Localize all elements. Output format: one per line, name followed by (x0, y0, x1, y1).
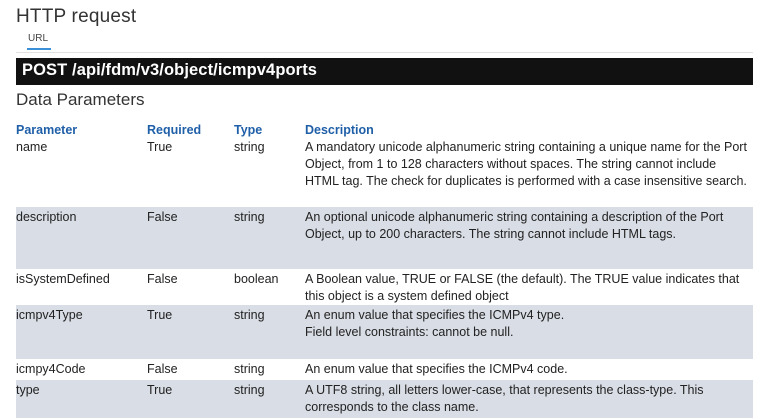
param-required: False (147, 362, 178, 376)
param-constraints: Field level constraints: cannot be null. (305, 325, 514, 339)
param-name: name (16, 140, 48, 154)
param-required: False (147, 207, 234, 269)
param-type: string (234, 380, 305, 418)
param-description: A Boolean value, TRUE or FALSE (the default). The TRUE value indicates that this object is a system defined object (305, 272, 740, 303)
param-name: icmpv4Type (16, 305, 147, 359)
table-row (16, 269, 753, 305)
param-name: description (16, 207, 147, 269)
param-type: string (234, 362, 265, 376)
endpoint-bar: POST /api/fdm/v3/object/icmpv4ports (16, 58, 753, 85)
param-description: An enum value that specifies the ICMPv4 code. (305, 362, 568, 376)
tab-url[interactable]: URL (28, 33, 49, 44)
parameters-table (16, 120, 753, 418)
header-type: Type (234, 123, 263, 137)
param-description: A mandatory unicode alphanumeric string containing a unique name for the Port Object, from 1 to 128 characters without spaces. The string cannot include HTML tag. The check for duplicates is performed with a case insensitive search. (305, 140, 747, 188)
tab-url-indicator (27, 48, 51, 50)
http-request-heading: HTTP request (16, 6, 137, 27)
table-row (16, 207, 753, 269)
table-header-row (16, 120, 753, 137)
header-required: Required (147, 123, 202, 137)
param-description-line: An enum value that specifies the ICMPv4 type. (305, 308, 565, 322)
param-description: An optional unicode alphanumeric string containing a description of the Port Object, up to 200 characters. The string cannot include HTML tags. (305, 207, 753, 269)
param-required: False (147, 272, 178, 286)
param-description (305, 305, 753, 359)
header-parameter: Parameter (16, 123, 78, 137)
param-type: string (234, 305, 305, 359)
tabs-divider (16, 52, 753, 53)
param-type: boolean (234, 272, 279, 286)
table-row (16, 305, 753, 359)
table-row (16, 359, 753, 380)
param-type: string (234, 140, 265, 154)
param-required: True (147, 305, 234, 359)
param-name: icmpy4Code (16, 362, 86, 376)
param-name: isSystemDefined (16, 272, 110, 286)
param-description: A UTF8 string, all letters lower-case, that represents the class-type. This corresponds to the class name. (305, 380, 753, 418)
param-required: True (147, 140, 173, 154)
param-type: string (234, 207, 305, 269)
param-required: True (147, 380, 234, 418)
table-row (16, 137, 753, 207)
data-parameters-heading: Data Parameters (16, 90, 145, 109)
param-name: type (16, 380, 147, 418)
header-description: Description (305, 123, 374, 137)
table-row (16, 380, 753, 418)
